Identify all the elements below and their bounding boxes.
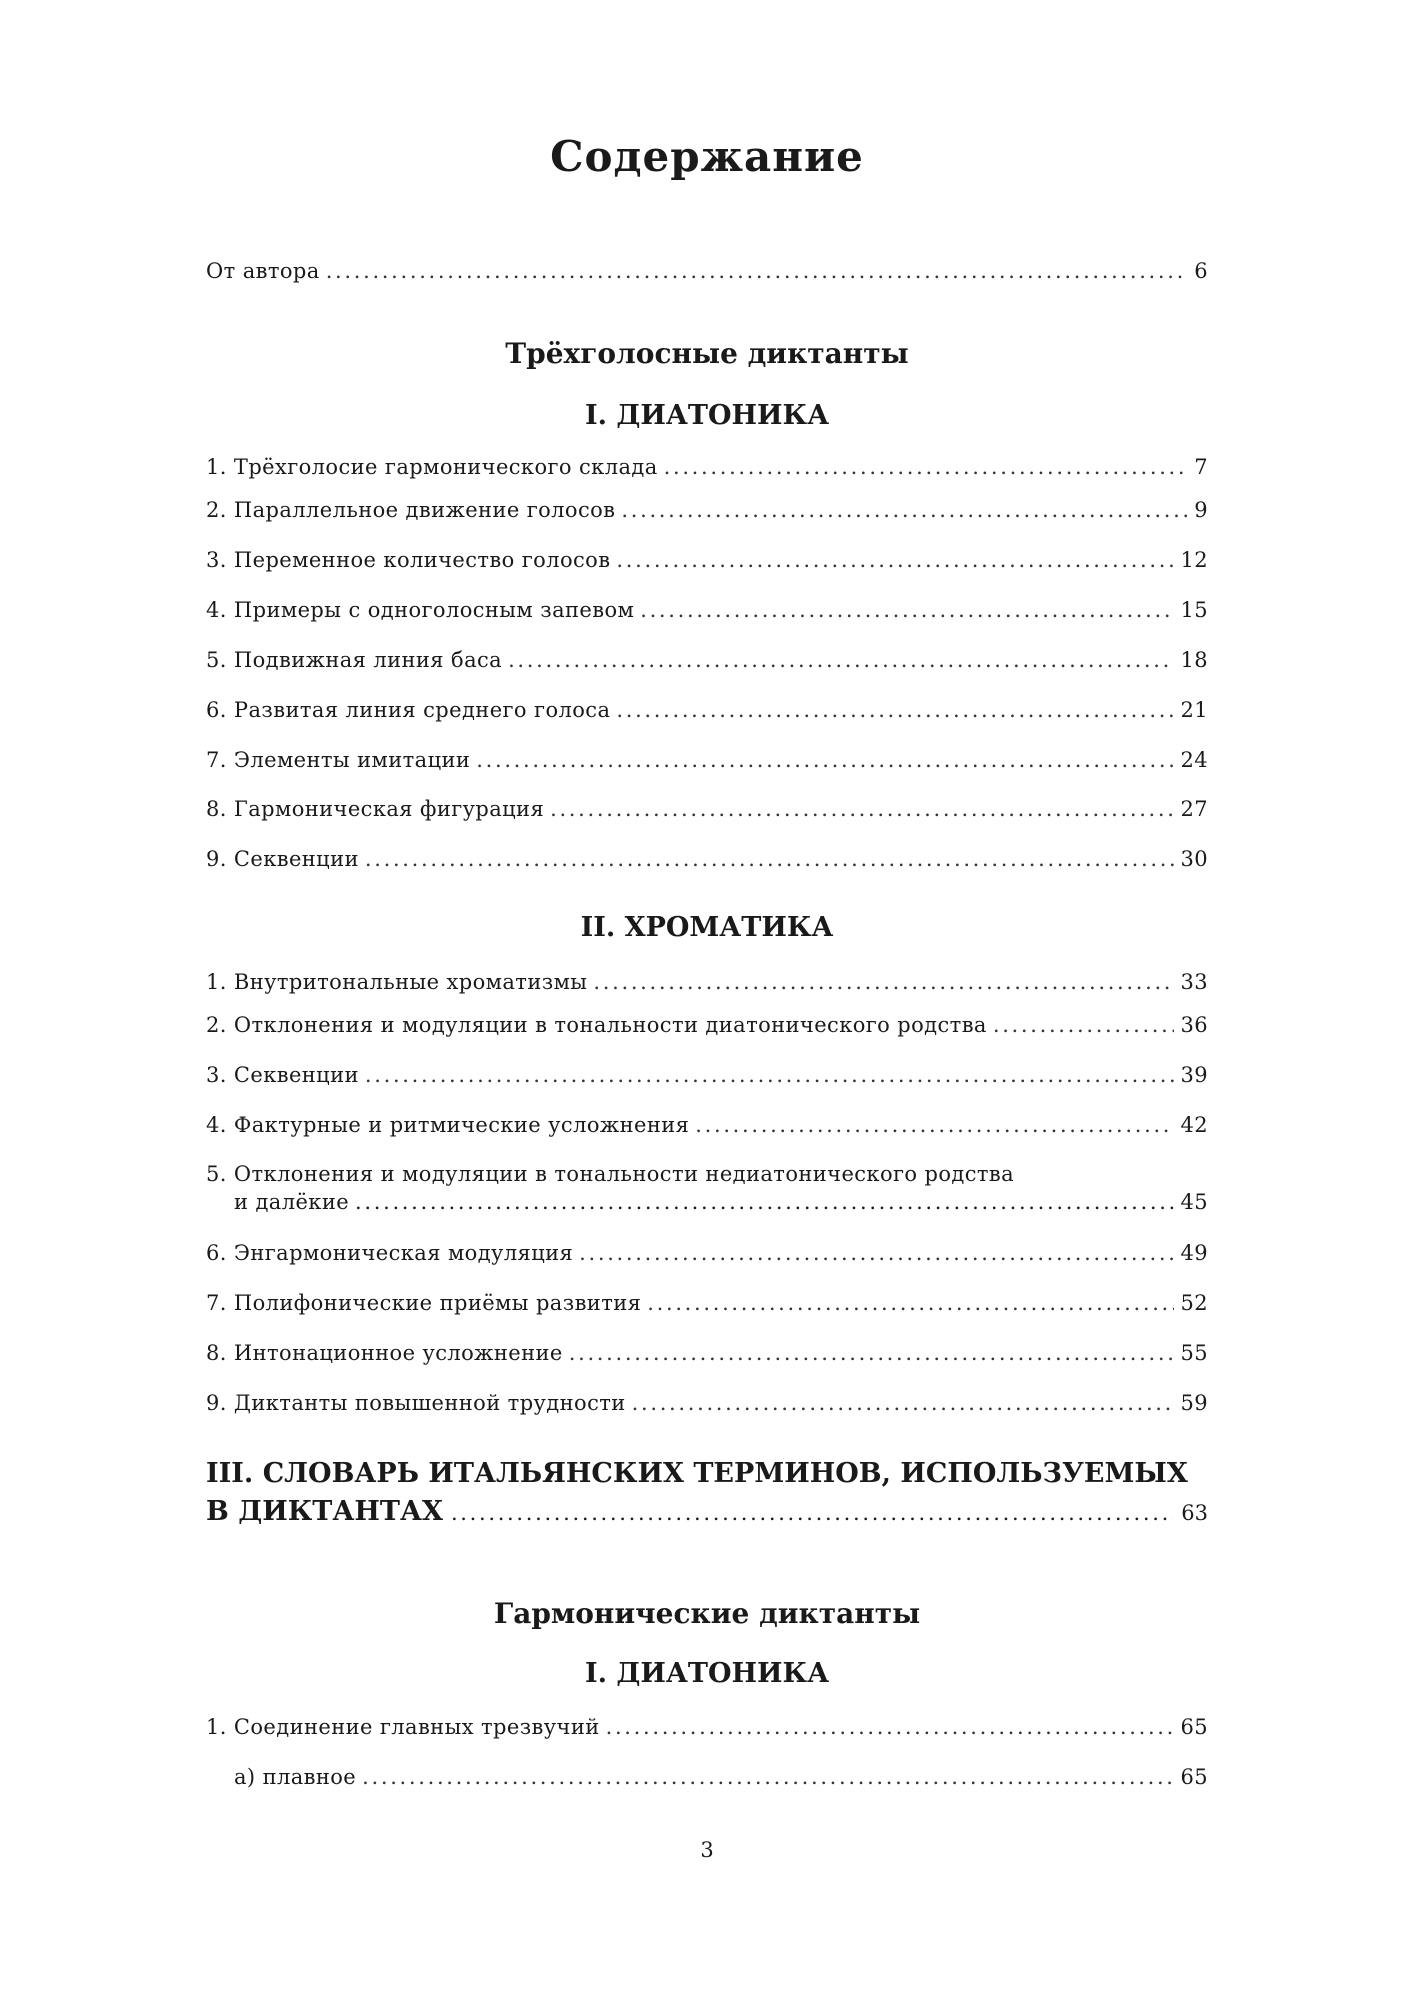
toc-entry-page: 18 [1180, 648, 1208, 672]
toc-entry-label-continuation: В ДИКТАНТАХ [206, 1496, 443, 1527]
section-title: I. ДИАТОНИКА [584, 1658, 830, 1689]
toc-entry[interactable] [206, 1340, 1208, 1366]
toc-entry[interactable] [206, 1714, 1208, 1740]
page-number: 3 [700, 1838, 714, 1862]
toc-entry-label: 8. Гармоническая фигурация [206, 797, 545, 821]
toc-entry[interactable] [206, 647, 1208, 673]
toc-entry-page: 9 [1194, 498, 1208, 522]
toc-entry[interactable] [206, 597, 1208, 623]
toc-entry-label: 4. Примеры с одноголосным запевом [206, 598, 635, 622]
toc-entry-label: От автора [206, 259, 320, 283]
toc-entry-page: 49 [1180, 1241, 1208, 1265]
toc-entry[interactable] [206, 846, 1208, 872]
page-title: Содержание [550, 132, 864, 181]
toc-entry-page: 65 [1180, 1765, 1208, 1789]
toc-entry-label: а) плавное [234, 1765, 357, 1789]
toc-entry-label: 1. Трёхголосие гармонического склада [206, 455, 658, 479]
toc-entry[interactable] [206, 796, 1208, 822]
toc-entry-page: 39 [1180, 1063, 1208, 1087]
dot-leader [616, 697, 1174, 723]
toc-entry[interactable] [206, 454, 1208, 480]
toc-entry-page: 6 [1194, 259, 1208, 283]
toc-entry[interactable] [206, 1390, 1208, 1416]
toc-entry[interactable] [206, 1290, 1208, 1316]
toc-entry-label: 3. Переменное количество голосов [206, 548, 611, 572]
toc-entry-page: 42 [1180, 1113, 1208, 1137]
toc-entry-page: 21 [1180, 698, 1208, 722]
toc-entry-label: 5. Отклонения и модуляции в тональности недиатонического родства [206, 1162, 1015, 1186]
toc-entry-page: 63 [1181, 1501, 1208, 1525]
dot-leader [616, 547, 1174, 573]
dot-leader [993, 1012, 1175, 1038]
toc-entry-page: 45 [1180, 1190, 1208, 1214]
dot-leader [647, 1290, 1174, 1316]
section-title: II. ХРОМАТИКА [580, 912, 834, 943]
toc-entry[interactable] [206, 547, 1208, 573]
toc-entry-page: 65 [1180, 1715, 1208, 1739]
dot-leader [362, 1764, 1174, 1790]
section-title: I. ДИАТОНИКА [584, 400, 830, 431]
toc-entry[interactable] [206, 1112, 1208, 1138]
toc-entry[interactable] [206, 1012, 1208, 1038]
dot-leader [365, 846, 1175, 872]
toc-entry-label: 1. Внутритональные хроматизмы [206, 970, 588, 994]
dot-leader [508, 647, 1174, 673]
toc-entry-intro[interactable] [206, 258, 1208, 284]
dot-leader [606, 1714, 1175, 1740]
toc-entry-label: 6. Энгармоническая модуляция [206, 1241, 574, 1265]
dot-leader [632, 1390, 1175, 1416]
toc-subentry[interactable] [234, 1764, 1208, 1790]
toc-entry-page: 36 [1180, 1013, 1208, 1037]
toc-entry-page: 12 [1180, 548, 1208, 572]
toc-entry-page: 52 [1180, 1291, 1208, 1315]
dot-leader [451, 1494, 1173, 1532]
toc-entry[interactable] [206, 969, 1208, 995]
toc-entry-multiline[interactable] [206, 1160, 1208, 1216]
toc-entry-label: 7. Элементы имитации [206, 748, 471, 772]
part-title: Трёхголосные диктанты [505, 337, 909, 370]
toc-entry-label: 7. Полифонические приёмы развития [206, 1291, 642, 1315]
dot-leader [355, 1188, 1174, 1216]
toc-entry-label: 9. Секвенции [206, 847, 359, 871]
toc-entry-label-continuation: и далёкие [234, 1190, 350, 1214]
toc-entry-label: 6. Развитая линия среднего голоса [206, 698, 611, 722]
dot-leader [365, 1062, 1175, 1088]
toc-entry-label: 8. Интонационное усложнение [206, 1341, 563, 1365]
dot-leader [664, 454, 1189, 480]
dot-leader [550, 796, 1174, 822]
dot-leader [476, 747, 1174, 773]
toc-entry-page: 55 [1180, 1341, 1208, 1365]
dot-leader [579, 1240, 1174, 1266]
toc-entry[interactable] [206, 1062, 1208, 1088]
toc-entry-label: III. СЛОВАРЬ ИТАЛЬЯНСКИХ ТЕРМИНОВ, ИСПОЛЬЗУЕМЫХ [206, 1458, 1188, 1489]
toc-entry-label: 2. Отклонения и модуляции в тональности диатонического родства [206, 1013, 987, 1037]
dot-leader [326, 258, 1189, 284]
toc-entry-page: 27 [1180, 797, 1208, 821]
toc-entry-label: 2. Параллельное движение голосов [206, 498, 616, 522]
toc-entry-glossary[interactable] [206, 1455, 1208, 1532]
toc-entry[interactable] [206, 497, 1208, 523]
toc-entry[interactable] [206, 747, 1208, 773]
toc-entry[interactable] [206, 1240, 1208, 1266]
toc-entry-label: 4. Фактурные и ритмические усложнения [206, 1113, 690, 1137]
toc-entry-label: 5. Подвижная линия баса [206, 648, 503, 672]
toc-entry-page: 7 [1194, 455, 1208, 479]
part-title: Гармонические диктанты [493, 1597, 921, 1630]
dot-leader [621, 497, 1188, 523]
toc-entry-page: 15 [1180, 598, 1208, 622]
toc-entry-label: 9. Диктанты повышенной трудности [206, 1391, 626, 1415]
dot-leader [640, 597, 1174, 623]
dot-leader [569, 1340, 1175, 1366]
toc-entry-label: 1. Соединение главных трезвучий [206, 1715, 600, 1739]
dot-leader [593, 969, 1174, 995]
toc-entry-page: 33 [1180, 970, 1208, 994]
toc-entry-label: 3. Секвенции [206, 1063, 359, 1087]
toc-entry-page: 24 [1180, 748, 1208, 772]
dot-leader [695, 1112, 1174, 1138]
toc-entry[interactable] [206, 697, 1208, 723]
toc-entry-page: 30 [1180, 847, 1208, 871]
toc-entry-page: 59 [1180, 1391, 1208, 1415]
